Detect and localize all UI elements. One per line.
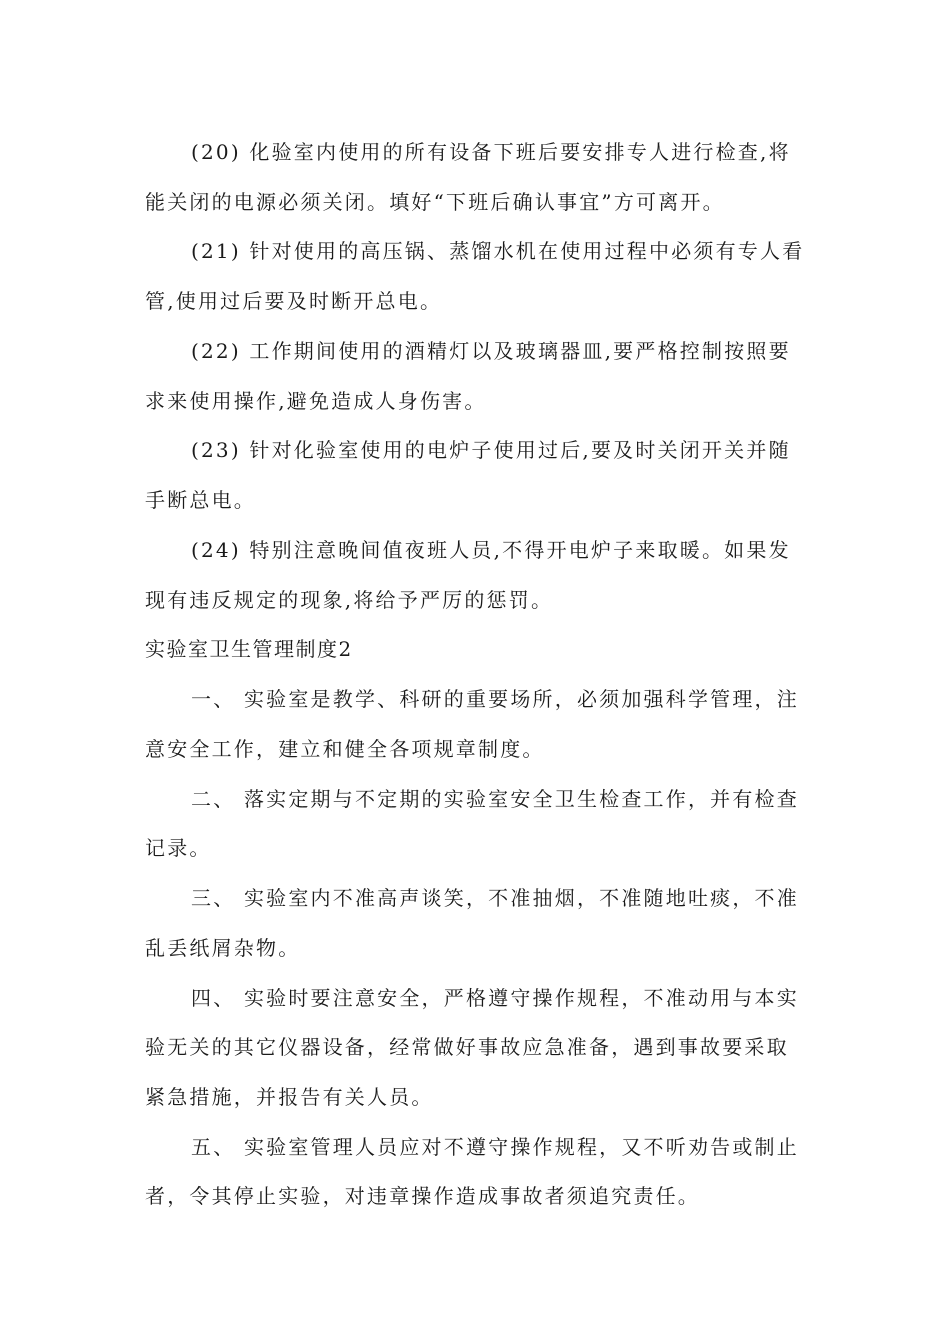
paragraph-20-line-2: 能关闭的电源必须关闭。填好“下班后确认事宜”方可离开。: [145, 190, 725, 214]
item-5-line-2: 者，令其停止实验，对违章操作造成事故者须追究责任。: [145, 1184, 700, 1208]
item-4-line-3: 紧急措施，并报告有关人员。: [145, 1085, 434, 1109]
paragraph-22-line-2: 求来使用操作,避免造成人身伤害。: [145, 389, 487, 413]
paragraph-23-line-2: 手断总电。: [145, 488, 256, 512]
paragraph-20-line-1: (20) 化验室内使用的所有设备下班后要安排专人进行检查,将: [191, 140, 791, 164]
paragraph-24-line-2: 现有违反规定的现象,将给予严厉的惩罚。: [145, 588, 554, 612]
paragraph-21-line-1: (21) 针对使用的高压锅、蒸馏水机在使用过程中必须有专人看: [191, 239, 805, 263]
paragraph-23-line-1: (23) 针对化验室使用的电炉子使用过后,要及时关闭开关并随: [191, 438, 791, 462]
section-heading: 实验室卫生管理制度2: [145, 637, 353, 661]
item-3-line-1: 三、 实验室内不准高声谈笑，不准抽烟，不准随地吐痰，不准: [191, 886, 799, 910]
paragraph-22-line-1: (22) 工作期间使用的酒精灯以及玻璃器皿,要严格控制按照要: [191, 339, 791, 363]
item-4-line-1: 四、 实验时要注意安全，严格遵守操作规程，不准动用与本实: [191, 986, 799, 1010]
paragraph-24-line-1: (24) 特别注意晚间值夜班人员,不得开电炉子来取暖。如果发: [191, 538, 791, 562]
paragraph-21-line-2: 管,使用过后要及时断开总电。: [145, 289, 443, 313]
item-3-line-2: 乱丢纸屑杂物。: [145, 936, 301, 960]
item-4-line-2: 验无关的其它仪器设备，经常做好事故应急准备，遇到事故要采取: [145, 1035, 789, 1059]
item-5-line-1: 五、 实验室管理人员应对不遵守操作规程，又不听劝告或制止: [191, 1135, 799, 1159]
item-1-line-2: 意安全工作，建立和健全各项规章制度。: [145, 737, 545, 761]
item-2-line-2: 记录。: [145, 836, 212, 860]
item-1-line-1: 一、 实验室是教学、科研的重要场所，必须加强科学管理，注: [191, 687, 799, 711]
item-2-line-1: 二、 落实定期与不定期的实验室安全卫生检查工作，并有检查: [191, 787, 799, 811]
